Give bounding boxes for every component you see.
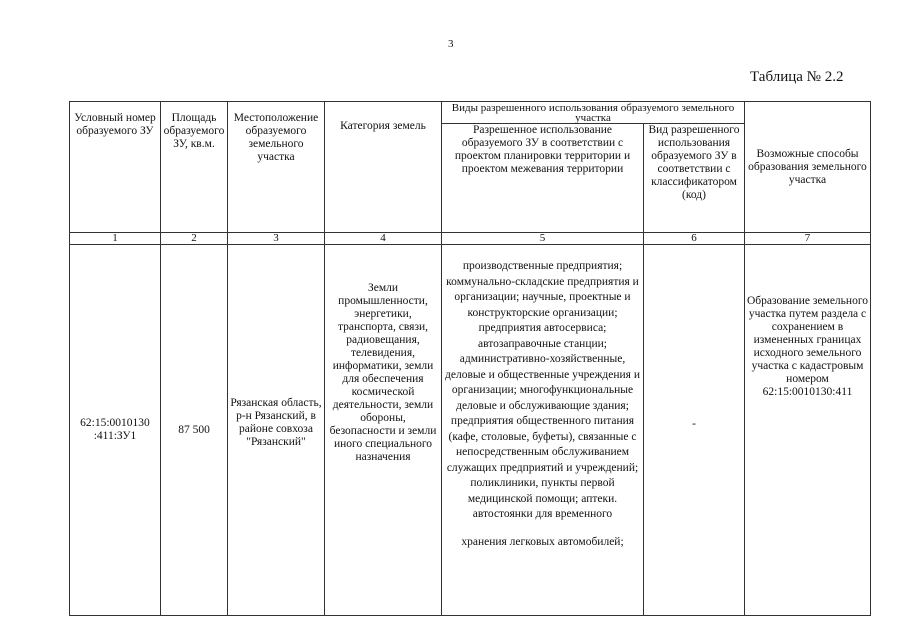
column-number: 1 [70,233,161,245]
cell-land-category: Земли промышленности, энергетики, транспорта, связи, радиовещания, телевидения, информатики, земли для обеспечения космической деятельности, земли обороны, безопасности и земли иного специального назначения [325,245,442,616]
header-permitted-use-group: Виды разрешенного использования образуемого земельного участка [442,102,745,124]
cell-formation-method: Образование земельного участка путем раздела с сохранением в измененных границах исходного земельного участка с кадастровым номером 62:15:0010130:411 [745,245,871,616]
column-number: 2 [161,233,228,245]
column-number-row [70,233,871,245]
column-number: 5 [442,233,644,245]
permitted-use-tail: хранения легковых автомобилей; [461,535,624,548]
column-number: 7 [745,233,871,245]
data-row [70,245,871,616]
header-location: Местоположение образуемого земельного участка [228,102,325,233]
page-number: 3 [448,38,454,50]
cell-plot-number: 62:15:0010130 :411:ЗУ1 [70,245,161,616]
header-formation-methods: Возможные способы образования земельного участка [745,102,871,233]
land-plot-table [69,101,871,616]
header-land-category: Категория земель [325,102,442,233]
permitted-use-text: производственные предприятия; коммунально-складские предприятия и организации; научные, проектные и конструкторские организации; предприятия автосервиса; автозаправочные станции; административно-хозяйственные, деловые и общественные учреждения и организации; многофункциональные деловые и обслуживающие здания; предприятия общественного питания (кафе, столовые, буфеты), связанные с непосредственным обслуживанием служащих предприятий и учреждений; поликлиники, пункты первой медицинской помощи; аптеки. автостоянки для временного [445,260,640,520]
header-area: Площадь образуемого ЗУ, кв.м. [161,102,228,233]
cell-area: 87 500 [161,245,228,616]
header-permitted-use-classifier: Вид разрешенного использования образуемого ЗУ в соответствии с классификатором (код) [644,124,745,233]
column-number: 3 [228,233,325,245]
table-caption: Таблица № 2.2 [750,69,844,85]
header-plot-number: Условный номер образуемого ЗУ [70,102,161,233]
header-row-1 [70,102,871,124]
header-permitted-use-project: Разрешенное использование образуемого ЗУ в соответствии с проектом планировки территории и проектом межевания территории [442,124,644,233]
cell-permitted-use [442,245,644,616]
cell-classifier-code: - [644,245,745,616]
column-number: 6 [644,233,745,245]
cell-location: Рязанская область, р-н Рязанский, в районе совхоза "Рязанский" [228,245,325,616]
column-number: 4 [325,233,442,245]
